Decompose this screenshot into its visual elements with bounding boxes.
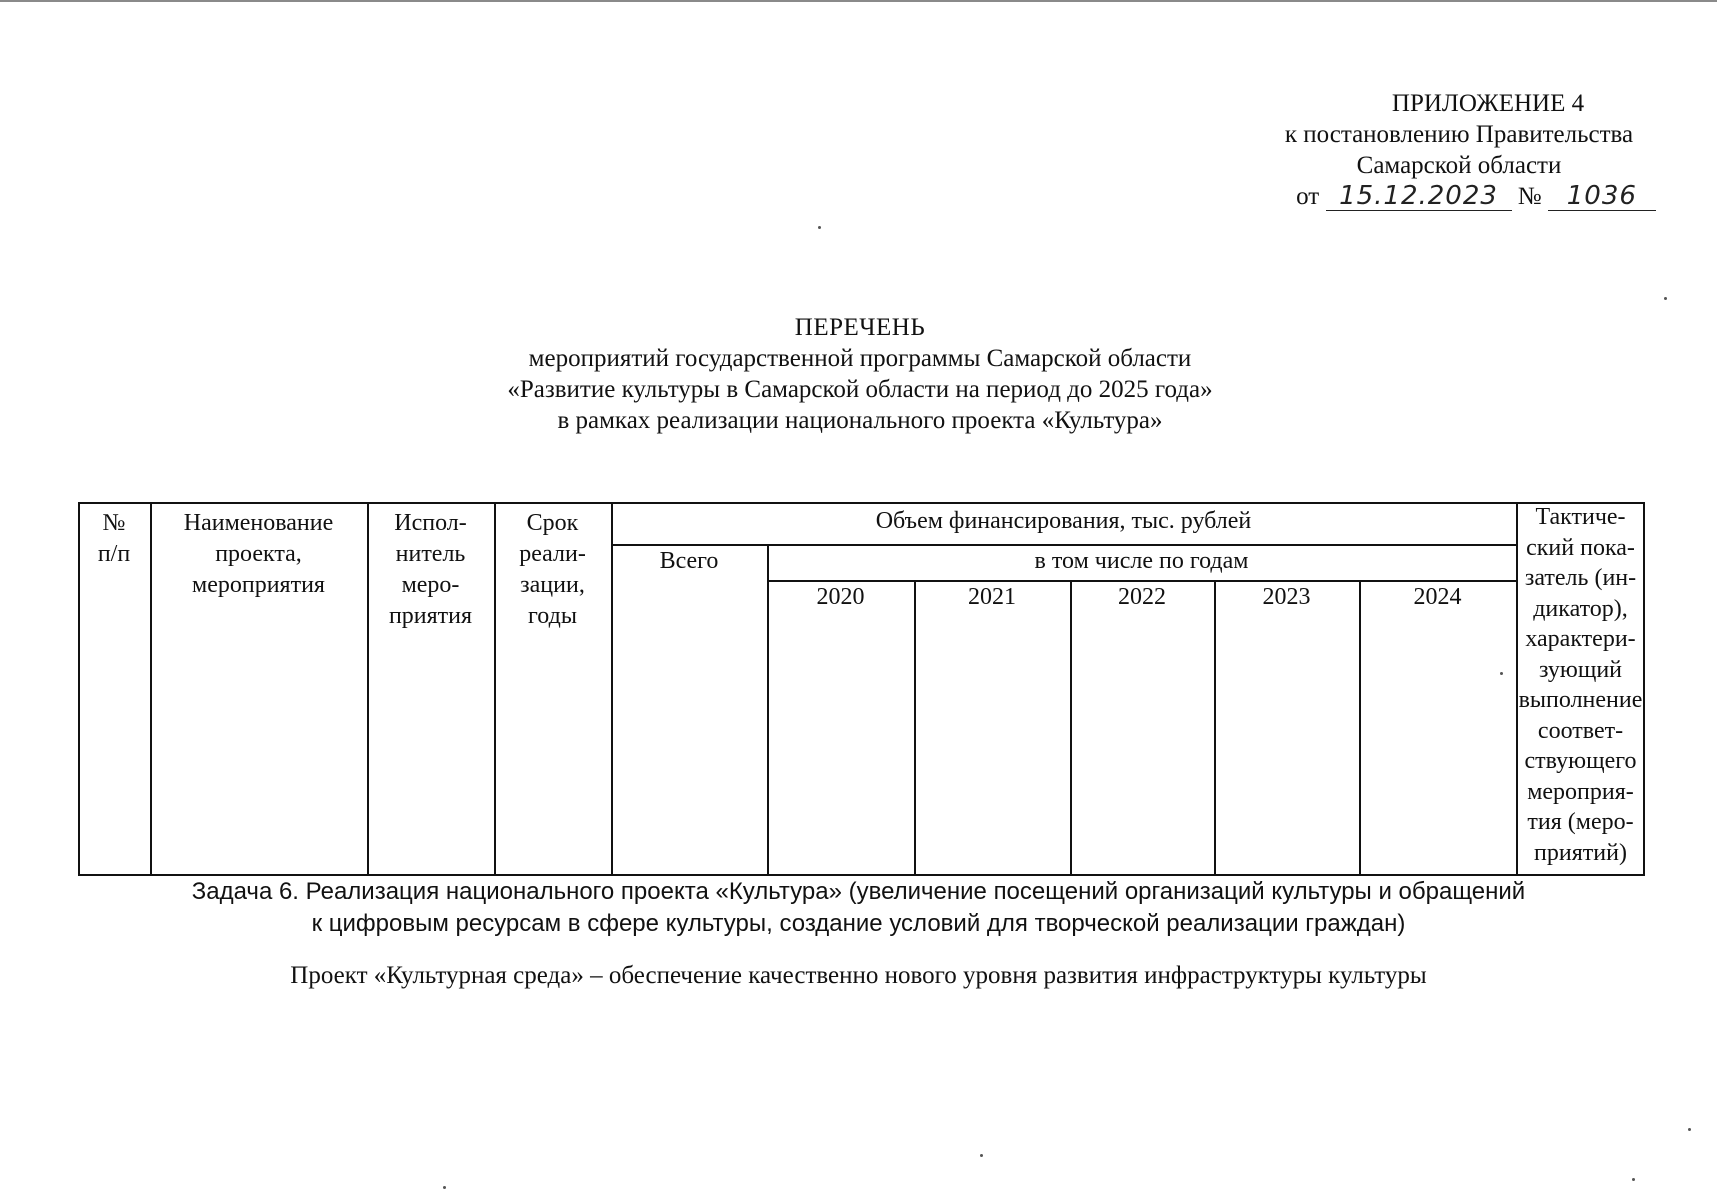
appendix-date-number-row bbox=[1249, 181, 1669, 212]
header-year-2020: 2020 bbox=[816, 584, 865, 610]
handwritten-date: 15.12.2023 bbox=[1326, 182, 1512, 211]
header-year-2021: 2021 bbox=[968, 584, 1016, 610]
header-indicator: Тактиче- ский пока- затель (ин- дикатор), характери- зующий выполнение соответ- ствующего мероприя- тия (меро- приятий) bbox=[1518, 504, 1643, 866]
header-period: Срок реали- зации, годы bbox=[519, 510, 586, 629]
appendix-block bbox=[1249, 88, 1669, 212]
from-label: от bbox=[1296, 183, 1320, 210]
appendix-title: ПРИЛОЖЕНИЕ 4 bbox=[1391, 90, 1585, 117]
table-divider bbox=[1214, 580, 1216, 876]
scan-speck bbox=[1632, 1178, 1635, 1181]
header-year-2023: 2023 bbox=[1262, 584, 1311, 610]
task-line-1: Задача 6. Реализация национального проекта «Культура» (увеличение посещений организаций культуры и обращений bbox=[191, 878, 1526, 905]
scan-edge-line bbox=[0, 0, 1717, 2]
header-by-years: в том числе по годам bbox=[1034, 548, 1249, 574]
scan-speck bbox=[443, 1186, 446, 1189]
appendix-line-2: Самарской области bbox=[1356, 152, 1562, 179]
table-divider bbox=[914, 580, 916, 876]
task-caption bbox=[0, 876, 1717, 940]
heading-title: ПЕРЕЧЕНЬ bbox=[794, 314, 926, 341]
scan-speck bbox=[1688, 1128, 1691, 1131]
header-year-2022: 2022 bbox=[1118, 584, 1166, 610]
header-executor: Испол- нитель меро- приятия bbox=[388, 510, 473, 629]
header-funding-volume: Объем финансирования, тыс. рублей bbox=[875, 508, 1252, 534]
appendix-line-1: к постановлению Правительства bbox=[1284, 121, 1634, 148]
project-line-1: Проект «Культурная среда» – обеспечение качественно нового уровня развития инфраструктуры культуры bbox=[290, 962, 1427, 989]
project-caption bbox=[0, 960, 1717, 992]
scan-speck bbox=[980, 1154, 983, 1157]
document-heading bbox=[400, 312, 1320, 436]
header-total: Всего bbox=[659, 548, 719, 574]
measures-table-header bbox=[78, 502, 1645, 876]
handwritten-number: 1036 bbox=[1548, 182, 1656, 211]
table-divider bbox=[1359, 580, 1361, 876]
header-row-number: № п/п bbox=[97, 510, 131, 567]
scan-speck bbox=[1664, 297, 1667, 300]
header-year-2024: 2024 bbox=[1413, 584, 1462, 610]
number-label: № bbox=[1517, 183, 1542, 210]
table-divider bbox=[1070, 580, 1072, 876]
header-project-name: Наименование проекта, мероприятия bbox=[183, 510, 334, 598]
scan-speck bbox=[818, 226, 821, 229]
heading-line-1: мероприятий государственной программы Самарской области bbox=[528, 345, 1192, 372]
heading-line-3: в рамках реализации национального проекта «Культура» bbox=[557, 407, 1163, 434]
heading-line-2: «Развитие культуры в Самарской области на период до 2025 года» bbox=[507, 376, 1213, 403]
task-line-2: к цифровым ресурсам в сфере культуры, создание условий для творческой реализации граждан) bbox=[311, 910, 1406, 937]
